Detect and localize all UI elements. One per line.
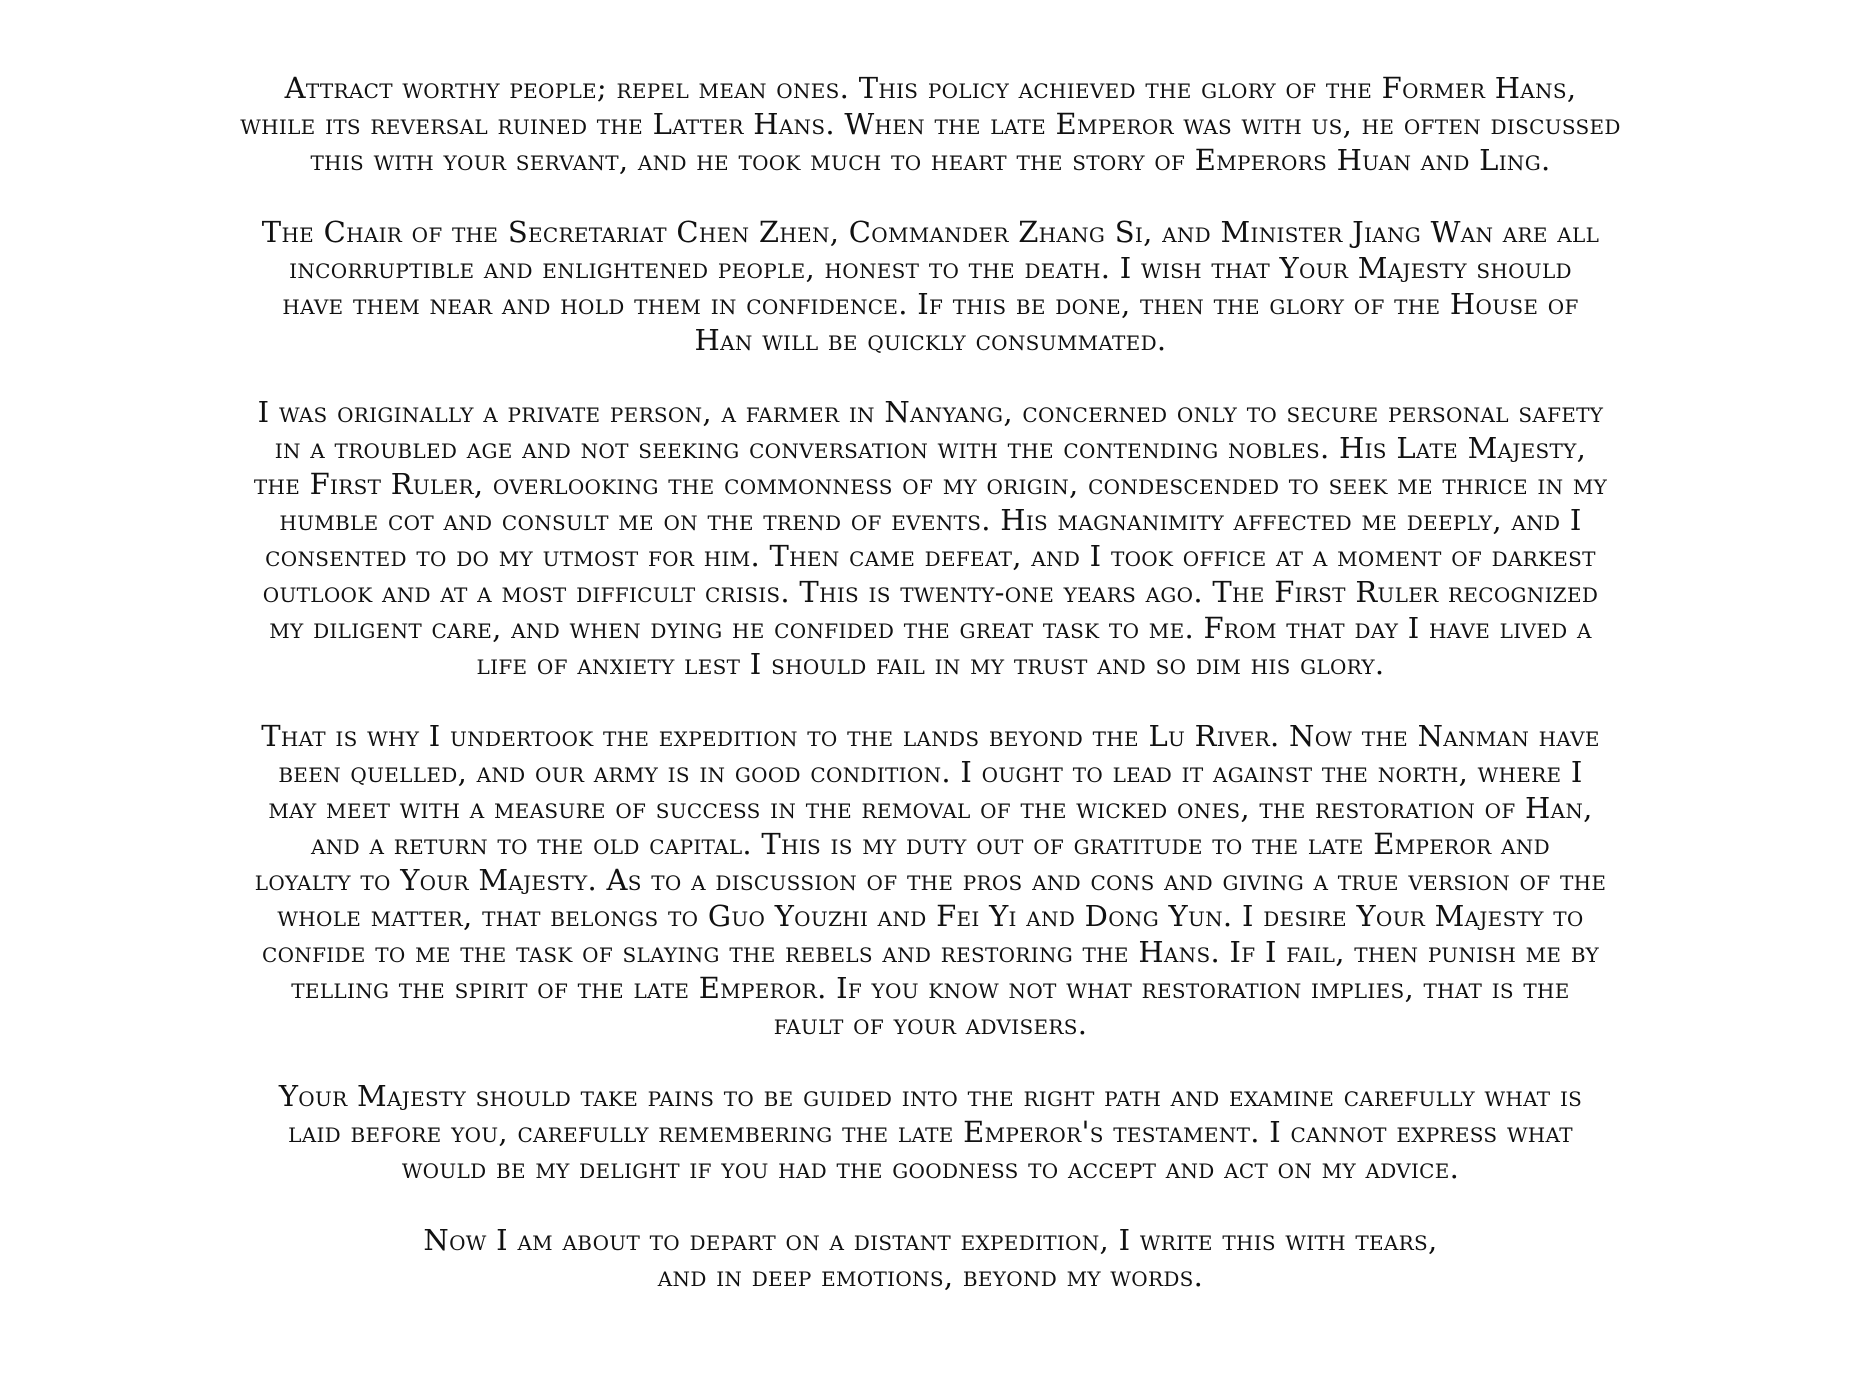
paragraph-3 [0,394,1861,682]
paragraph-6 [0,1222,1861,1294]
text-line: whole matter, that belongs to Guo Youzhi and Fei Yi and Dong Yun. I desire Your Majesty to [277,899,1584,933]
text-line: I was originally a private person, a farmer in Nanyang, concerned only to secure personal safety [257,395,1604,429]
text-line: while its reversal ruined the Latter Hans. When the late Emperor was with us, he often discussed [240,107,1621,141]
paragraph-4 [0,718,1861,1042]
paragraph-5 [0,1078,1861,1186]
text-line: have them near and hold them in confidence. If this be done, then the glory of the House of [282,287,1579,321]
text-line: confide to me the task of slaying the rebels and restoring the Hans. If I fail, then punish me by [262,935,1599,969]
text-line: would be my delight if you had the goodness to accept and act on my advice. [401,1151,1460,1185]
document-body [0,70,1861,1330]
text-line: been quelled, and our army is in good condition. I ought to lead it against the north, where I [278,755,1583,789]
text-line: incorruptible and enlightened people, honest to the death. I wish that Your Majesty should [289,251,1572,285]
text-line: Your Majesty should take pains to be guided into the right path and examine carefully what is [278,1079,1583,1113]
text-line: That is why I undertook the expedition to the lands beyond the Lu River. Now the Nanman have [261,719,1600,753]
text-line: loyalty to Your Majesty. As to a discussion of the pros and cons and giving a true version of the [254,863,1607,897]
text-line: fault of your advisers. [773,1007,1088,1041]
text-line: and a return to the old capital. This is my duty out of gratitude to the late Emperor and [311,827,1550,861]
text-line: The Chair of the Secretariat Chen Zhen, Commander Zhang Si, and Minister Jiang Wan are all [261,215,1600,249]
text-line: my diligent care, and when dying he confided the great task to me. From that day I have lived a [269,611,1592,645]
text-line: Attract worthy people; repel mean ones. This policy achieved the glory of the Former Hans, [284,71,1577,105]
text-line: laid before you, carefully remembering the late Emperor's testament. I cannot express what [288,1115,1573,1149]
paragraph-1 [0,70,1861,178]
text-line: humble cot and consult me on the trend of events. His magnanimity affected me deeply, and I [279,503,1582,537]
text-line: outlook and at a most difficult crisis. This is twenty-one years ago. The First Ruler recognized [262,575,1599,609]
text-line: may meet with a measure of success in the removal of the wicked ones, the restoration of Han, [268,791,1593,825]
text-line: consented to do my utmost for him. Then came defeat, and I took office at a moment of darkest [265,539,1596,573]
paragraph-2 [0,214,1861,358]
text-line: this with your servant, and he took much to heart the story of Emperors Huan and Ling. [310,143,1551,177]
text-line: life of anxiety lest I should fail in my trust and so dim his glory. [476,647,1385,681]
text-line: in a troubled age and not seeking conversation with the contending nobles. His Late Majesty, [274,431,1587,465]
text-line: telling the spirit of the late Emperor. If you know not what restoration implies, that is the [291,971,1570,1005]
text-line: Now I am about to depart on a distant expedition, I write this with tears, [423,1223,1438,1257]
text-line: and in deep emotions, beyond my words. [657,1259,1204,1293]
text-line: the First Ruler, overlooking the commonness of my origin, condescended to seek me thrice in my [253,467,1608,501]
text-line: Han will be quickly consummated. [694,323,1167,357]
